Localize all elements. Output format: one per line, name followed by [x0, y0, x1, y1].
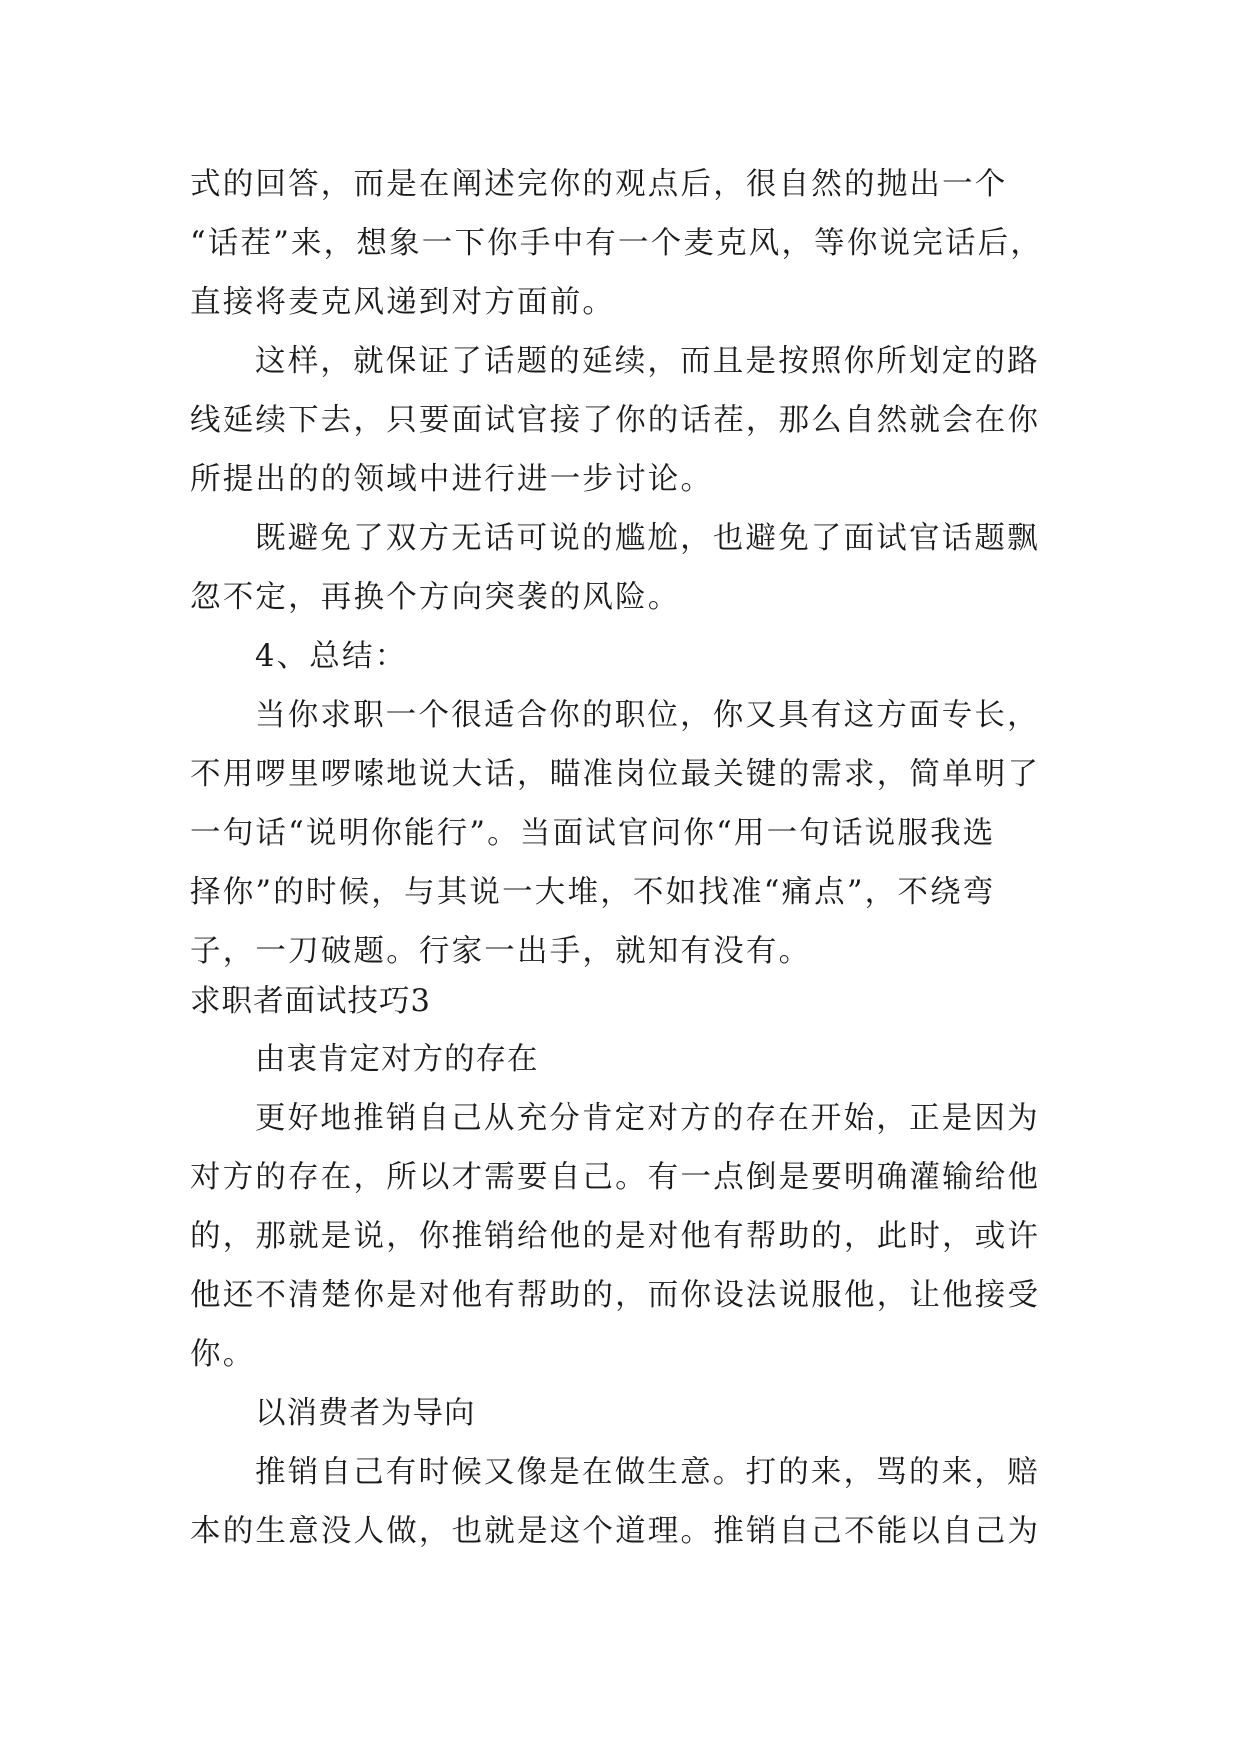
subheading: 由衷肯定对方的存在: [255, 1042, 539, 1077]
paragraph-line: 既避免了双方无话可说的尴尬，也避免了面试官话题飘: [255, 521, 1040, 556]
paragraph-line: 更好地推销自己从充分肯定对方的存在开始，正是因为: [255, 1101, 1040, 1136]
paragraph-line: 择你”的时候，与其说一大堆，不如找准“痛点”，不绕弯: [190, 875, 996, 910]
paragraph-line: 所提出的的领域中进行进一步讨论。: [190, 462, 714, 497]
paragraph-line: 子，一刀破题。行家一出手，就知有没有。: [190, 934, 812, 969]
paragraph-line: 不用啰里啰嗦地说大话，瞄准岗位最关键的需求，简单明了: [190, 757, 1041, 792]
paragraph-line: 推销自己有时候又像是在做生意。打的来，骂的来，赔: [255, 1455, 1040, 1490]
section-label: 4、总结：: [255, 639, 408, 674]
paragraph-line: 他还不清楚你是对他有帮助的，而你设法说服他，让他接受: [190, 1278, 1041, 1313]
section-heading: 求职者面试技巧3: [190, 984, 431, 1019]
paragraph-line: 线延续下去，只要面试官接了你的话茬，那么自然就会在你: [190, 403, 1041, 438]
subheading: 以消费者为导向: [255, 1396, 476, 1431]
paragraph-line: 忽不定，再换个方向突袭的风险。: [190, 580, 681, 615]
paragraph-line: 式的回答，而是在阐述完你的观点后，很自然的抛出一个: [190, 167, 1008, 202]
paragraph-line: 直接将麦克风递到对方面前。: [190, 285, 616, 320]
paragraph-line: 对方的存在，所以才需要自己。有一点倒是要明确灌输给他: [190, 1160, 1041, 1195]
paragraph-line: “话茬”来，想象一下你手中有一个麦克风，等你说完话后，: [190, 226, 1044, 261]
paragraph-line: 的，那就是说，你推销给他的是对他有帮助的，此时，或许: [190, 1219, 1041, 1254]
paragraph-line: 这样，就保证了话题的延续，而且是按照你所划定的路: [255, 344, 1040, 379]
paragraph-line: 当你求职一个很适合你的职位，你又具有这方面专长，: [255, 698, 1040, 733]
paragraph-line: 一句话“说明你能行”。当面试官问你“用一句话说服我选: [190, 816, 996, 851]
paragraph-line: 本的生意没人做，也就是这个道理。推销自己不能以自己为: [190, 1514, 1041, 1549]
paragraph-line: 你。: [190, 1337, 256, 1372]
